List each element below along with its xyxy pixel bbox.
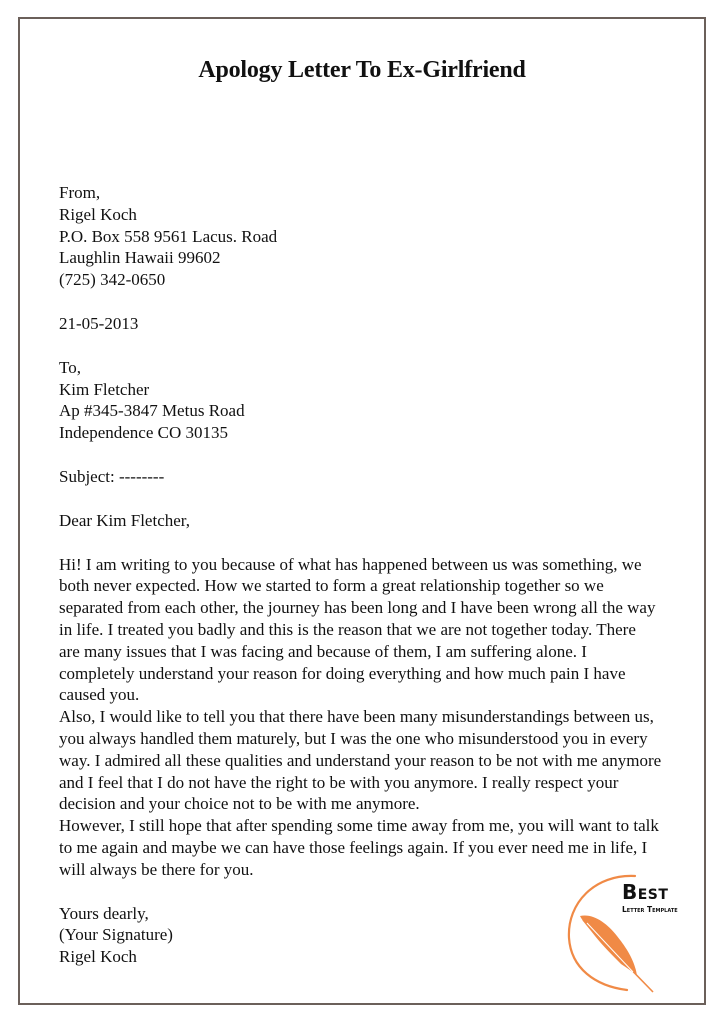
body-line: Also, I would like to tell you that there have been many misunderstandings between us, [59, 707, 654, 727]
recipient-address-line2: Independence CO 30135 [59, 423, 229, 443]
sender-block [59, 182, 679, 291]
salutation: Dear Kim Fletcher, [59, 510, 191, 530]
recipient-label: To, [59, 357, 81, 377]
body-line: separated from each other, the journey has been long and I have been wrong all the way [59, 598, 656, 618]
body-paragraph-1 [59, 554, 679, 707]
body-line: completely understand your reason for doing everything and how much pain I have [59, 663, 626, 683]
recipient-block [59, 357, 679, 444]
subject-line: Subject: -------- [59, 466, 165, 486]
body-line: both never expected. How we started to form a great relationship together so we [59, 576, 604, 596]
sender-name: Rigel Koch [59, 204, 137, 224]
recipient-name: Kim Fletcher [59, 379, 150, 399]
body-line: However, I still hope that after spending some time away from me, you will want to talk [59, 816, 659, 836]
brand-logo [565, 868, 705, 998]
closing: Yours dearly, [59, 903, 149, 923]
letter-content [59, 182, 679, 968]
body-line: to me again and maybe we can have those feelings again. If you ever need me in life, I [59, 837, 648, 857]
body-line: are many issues that I was facing and because of them, I am suffering alone. I [59, 641, 587, 661]
body-line: caused you. [59, 685, 140, 705]
body-line: way. I admired all these qualities and understand your reason to be not with me anymore [59, 750, 662, 770]
document-title: Apology Letter To Ex-Girlfriend [198, 57, 526, 83]
sender-address-line1: P.O. Box 558 9561 Lacus. Road [59, 226, 278, 246]
logo-brand: Best [622, 880, 669, 904]
letter-body [59, 554, 679, 881]
body-line: will always be there for you. [59, 859, 254, 879]
sender-phone: (725) 342-0650 [59, 270, 166, 290]
body-line: you always handled them maturely, but I was the one who misunderstood you in every [59, 728, 648, 748]
recipient-address-line1: Ap #345-3847 Metus Road [59, 401, 245, 421]
body-line: and I feel that I do not have the right to be with you anymore. I really respect your [59, 772, 619, 792]
logo-tagline: Letter Template [622, 905, 678, 914]
signer-name: Rigel Koch [59, 947, 137, 967]
letter-date: 21-05-2013 [59, 313, 139, 333]
signature-placeholder: (Your Signature) [59, 925, 173, 945]
sender-label: From, [59, 183, 101, 202]
body-line: Hi! I am writing to you because of what has happened between us was something, we [59, 554, 642, 574]
body-paragraph-2 [59, 706, 679, 815]
sender-address-line2: Laughlin Hawaii 99602 [59, 248, 221, 268]
body-line: decision and your choice not to be with me anymore. [59, 794, 420, 814]
body-line: in life. I treated you badly and this is the reason that we are not together today. There [59, 619, 636, 639]
